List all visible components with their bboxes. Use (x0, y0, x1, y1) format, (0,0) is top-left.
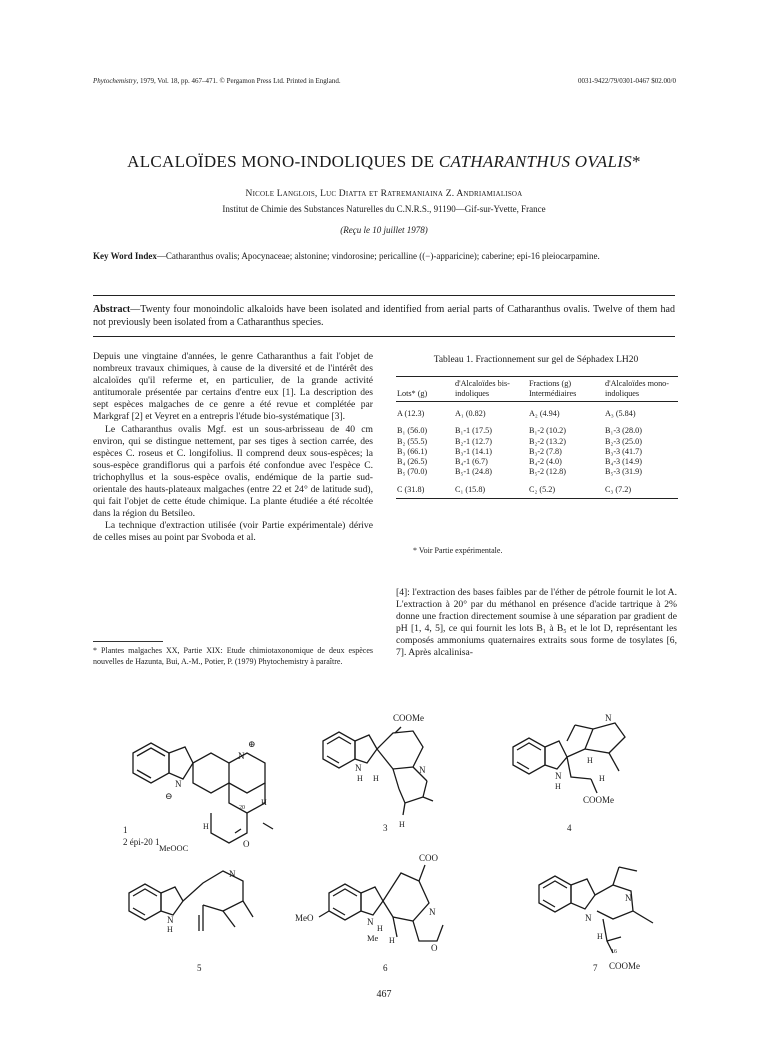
affiliation: Institut de Chimie des Substances Naturelles du C.N.R.S., 91190—Gif-sur-Yvette, France (222, 204, 546, 214)
author-list: Nicole Langlois, Luc Diatta et Ratremaniaina Z. Andriamialisoa (245, 189, 523, 199)
table-cell: B₂-3 (25.0) (605, 436, 642, 446)
chemical-structures-figure (93, 705, 693, 1015)
table-cell: C₂ (5.2) (528, 485, 604, 499)
body-left-column (93, 351, 373, 545)
citation-details: , 1979, Vol. 18, pp. 467–471. © Pergamon Press Ltd. Printed in England. (136, 77, 341, 85)
paragraph: La technique d'extraction utilisée (voir Partie expérimentale) dérive de celles mises au point par Svoboda et al. (93, 520, 373, 544)
s4-atom-label: N (605, 713, 612, 723)
structure-number: 7 (593, 963, 598, 973)
table-row (396, 426, 678, 436)
s1-atom-label: O (243, 839, 250, 849)
s7-atom-label: N (585, 913, 592, 923)
s4-atom-label: H (555, 782, 561, 791)
s6-atom-label: O (431, 943, 438, 953)
received-date: (Reçu le 10 juillet 1978) (340, 225, 428, 235)
structure-number: 1 (123, 825, 128, 835)
table-cell: B₁-2 (10.2) (529, 426, 566, 436)
running-header-citation (93, 77, 341, 85)
table-cell: B₂-2 (13.2) (529, 436, 566, 446)
s1-atom-label: H (261, 798, 267, 807)
table-cell: B₅-1 (24.8) (455, 467, 492, 477)
abstract-bottom-rule (93, 336, 675, 337)
title-footnote-mark: * (632, 152, 641, 171)
structure-7-drawing (539, 867, 653, 953)
s4-atom-label: H (599, 774, 605, 783)
abstract (93, 303, 675, 329)
table-cell: B₄ (26.5) (397, 457, 428, 467)
page-number: 467 (376, 989, 392, 1000)
table-cell: B₃-3 (41.7) (605, 446, 642, 456)
s3-atom-label: H (399, 820, 405, 829)
s1-atom-label: ⊕ (248, 739, 256, 749)
s6-atom-label: MeO (295, 913, 314, 923)
table-cell: A₂ (4.94) (529, 409, 560, 418)
table-cell: B₄-3 (14.9) (605, 457, 642, 467)
table-row (396, 447, 678, 457)
table-cell: B₅-3 (31.9) (605, 467, 642, 477)
s6-atom-label: COO (419, 853, 439, 863)
table-cell: B₁-1 (17.5) (455, 426, 492, 436)
s3-atom-label: H (357, 774, 363, 783)
title-main: ALCALOÏDES MONO-INDOLIQUES DE (127, 152, 439, 171)
footnote-rule (93, 641, 163, 642)
structure-5-drawing (129, 871, 253, 931)
table-cell: B₄-2 (4.0) (529, 457, 562, 467)
s3-atom-label: N (355, 763, 362, 773)
table-header-cell: Lots* (g) (396, 377, 454, 402)
paragraph: Le Catharanthus ovalis Mgf. est un sous-arbrisseau de 40 cm environ, qui se distingue nettement, par ses tiges à section carrée, des espèces C. roseus et C. longifolius. Il comprend deux sous-espèces; la sous-espèce grandiflorus qui a parfois été confondue avec l'espèce C. trichophyllus et la sous-espèce ovalis, endémique de la partie sud-orientale des hauts-plateaux malgaches (entre 22 et 24° de latitude sud), qui fait l'objet de cette étude chimique. La plante étudiée a été récoltée dans la région du Betsileo. (93, 423, 373, 520)
table-cell: C₁ (15.8) (454, 485, 528, 499)
structure-number: 3 (383, 823, 388, 833)
s1-atom-label: ⊖ (165, 791, 173, 801)
s6-atom-label: N (429, 907, 436, 917)
table-cell: B₃-1 (14.1) (455, 446, 492, 456)
body-right-column: [4]: l'extraction des bases faibles par de l'éther de pétrole fournit le lot A. L'extraction à 20° par du méthanol en présence d'acide tartrique à 2% donne une fraction directement soumise à une séparation par gradient de pH [1, 4, 5], ce qui fournit les lots B₁ à B₅ et le lot D, représentant les composés ammoniums quaternaires extraits sous forme de tosylates [6, 7]. Après alcalinisa- (396, 587, 677, 659)
s3-atom-label: N (419, 765, 426, 775)
s4-atom-label: COOMe (583, 795, 614, 805)
keyword-label: Key Word Index (93, 251, 157, 261)
title-genus: CATHARANTHUS OVALIS (438, 152, 633, 171)
table-header-row (396, 377, 678, 402)
s5-atom-label: H (167, 925, 173, 934)
running-header-code: 0031-9422/79/0301-0467 $02.00/0 (578, 77, 676, 85)
s1-atom-label: MeOOC (159, 843, 189, 853)
s1-atom-label: N (238, 751, 245, 761)
table-cell: C (31.8) (396, 485, 454, 499)
table-row (396, 437, 678, 447)
table-title: Tableau 1. Fractionnement sur gel de Séphadex LH20 (433, 355, 639, 365)
table-cell: B₁-3 (28.0) (605, 426, 642, 436)
structure-number: 4 (567, 823, 572, 833)
table-cell: A (12.3) (397, 409, 425, 418)
s6-atom-label: Me (367, 933, 379, 943)
table-cell: B₂ (55.5) (397, 436, 428, 446)
table-cell: B₁ (56.0) (397, 426, 428, 436)
abstract-label: Abstract (93, 304, 131, 315)
structure-4-drawing (513, 723, 625, 793)
journal-name: Phytochemistry (93, 77, 137, 85)
table-row (396, 457, 678, 467)
s7-atom-label: H (597, 932, 603, 941)
s7-atom-label: COOMe (609, 961, 640, 971)
s7-atom-label: 16 (611, 949, 617, 955)
s7-atom-label: N (625, 893, 632, 903)
structure-sub-number: 2 épi-20 1 (123, 837, 160, 847)
structure-3-drawing (323, 727, 433, 815)
table-cell: B₂-1 (12.7) (455, 436, 492, 446)
s6-atom-label: H (389, 936, 395, 945)
table-row (396, 485, 678, 499)
structure-number: 5 (197, 963, 202, 973)
s1-atom-label: H (203, 822, 209, 831)
table-header-cell: d'Alcaloïdes mono-indoliques (604, 377, 678, 402)
table-cell: B₅ (70.0) (397, 467, 428, 477)
table-header-cell: d'Alcaloïdes bis-indoliques (454, 377, 528, 402)
table-header-cell: Fractions (g) Intermédiaires (528, 377, 604, 402)
s1-atom-label: N (175, 779, 182, 789)
fractionation-table (396, 376, 678, 499)
table-cell: C₃ (7.2) (604, 485, 678, 499)
footnote: * Plantes malgaches XX, Partie XIX: Etude chimiotaxonomique de deux espèces nouvelles de Hazunta, Bui, A.-M., Potier, P. (1979) Phytochemistry à paraître. (93, 646, 373, 666)
keyword-index (93, 250, 675, 262)
paragraph: Depuis une vingtaine d'années, le genre Catharanthus a fait l'objet de nombreux travaux chimiques, à cause de la diversité et de l'intérêt des alcaloïdes qu'il referme et, en particulier, de la grande activité antitumorale présentée par certains d'entre eux [1]. La description des sept espèces malgaches de ce genre a été revue et complétée par Markgraf [2] et Veyret en a entrepris l'étude bio-systématique [3]. (93, 351, 373, 423)
table-cell: B₃-2 (7.8) (529, 446, 562, 456)
table-cell: A₁ (0.82) (455, 409, 486, 418)
s3-atom-label: H (373, 774, 379, 783)
table-row (396, 467, 678, 477)
structure-number: 6 (383, 963, 388, 973)
abstract-text: —Twenty four monoindolic alkaloids have been isolated and identified from aerial parts of Catharanthus ovalis. Twelve of them had not previously been isolated from a Catharanthus species. (93, 304, 675, 328)
s5-atom-label: N (229, 869, 236, 879)
s1-atom-label: 20 (239, 805, 245, 811)
s3-atom-label: COOMe (393, 713, 424, 723)
abstract-top-rule (93, 295, 675, 296)
s5-atom-label: N (167, 915, 174, 925)
table-cell: B₅-2 (12.8) (529, 467, 566, 477)
table-cell: A₃ (5.84) (605, 409, 636, 418)
table-cell: B₄-1 (6.7) (455, 457, 488, 467)
s4-atom-label: N (555, 771, 562, 781)
article-title (60, 152, 708, 172)
s6-atom-label: N (367, 917, 374, 927)
s6-atom-label: H (377, 924, 383, 933)
table-footnote: * Voir Partie expérimentale. (413, 546, 503, 555)
s4-atom-label: H (587, 756, 593, 765)
keyword-text: —Catharanthus ovalis; Apocynaceae; alstonine; vindorosine; pericalline ((−)-apparicine); caberine; epi-16 pleiocarpamine. (156, 251, 600, 261)
table-cell: B₃ (66.1) (397, 446, 428, 456)
table-row (396, 409, 678, 419)
